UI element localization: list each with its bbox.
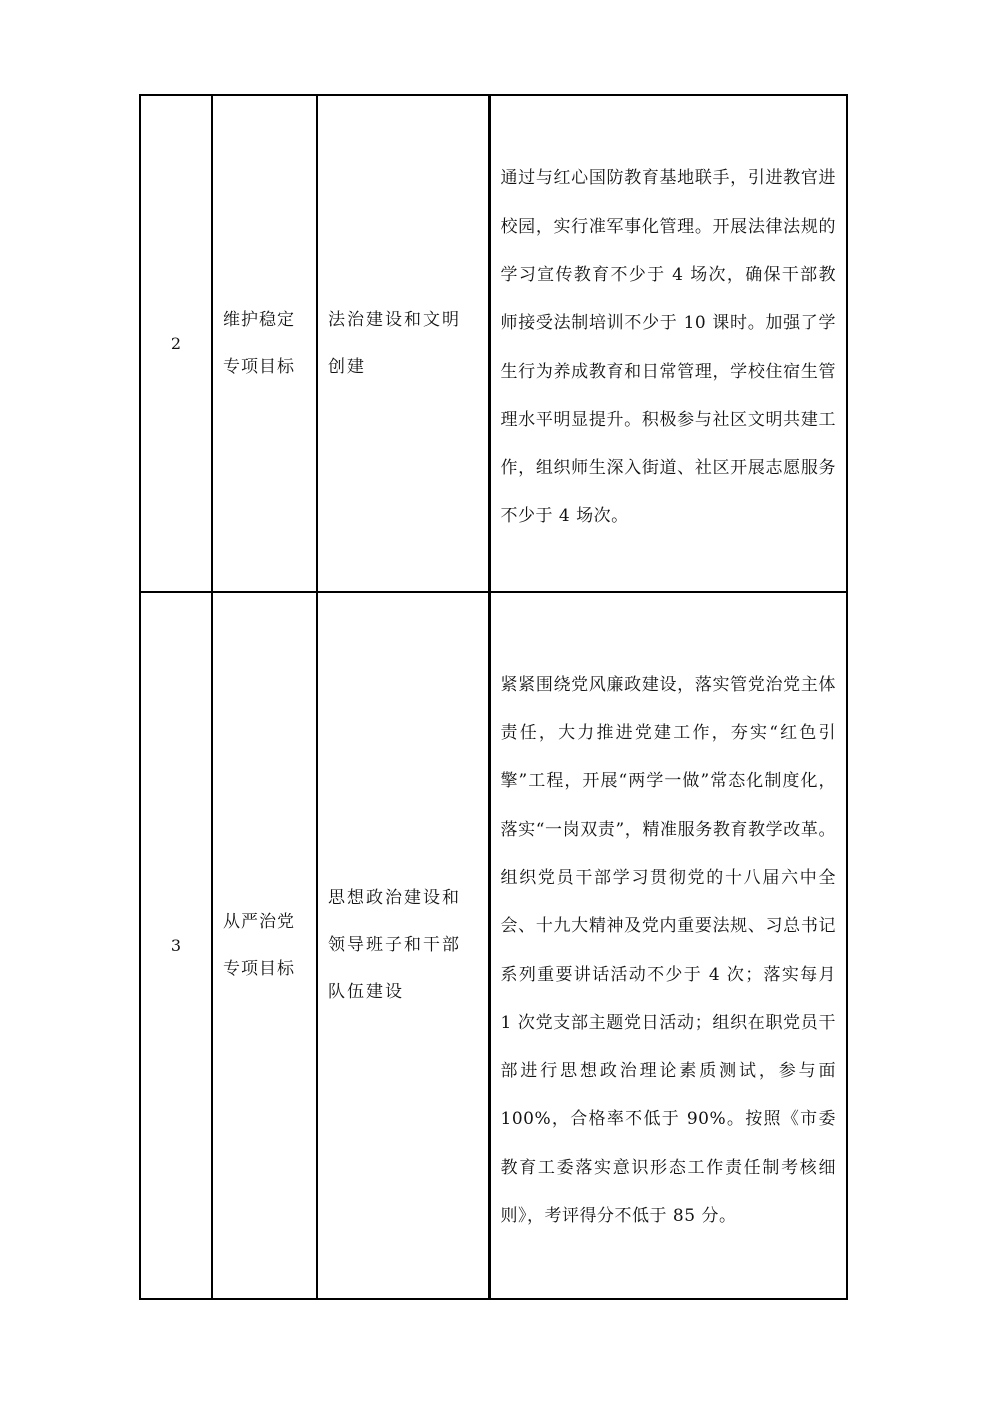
goal-item xyxy=(317,95,489,592)
goal-category xyxy=(212,95,317,592)
goal-category xyxy=(212,592,317,1299)
row-number: 2 xyxy=(140,95,212,592)
item-line: 创建 xyxy=(328,356,366,377)
goal-content xyxy=(489,95,847,592)
goal-line: 专项目标 xyxy=(223,958,295,979)
content-text: 紧紧围绕党风廉政建设，落实管党治党主体责任，大力推进党建工作，夯实“红色引擎”工程，开展“两学一做”常态化制度化，落实“一岗双责”，精准服务教育教学改革。组织党员干部学习贯彻党的十八届六中全会、十九大精神及党内重要法规、习总书记系列重要讲话活动不少于 4 次；落实每月 1 次党支部主题党日活动；组织在职党员干部进行思想政治理论素质测试，参与面 100%，合格率不低于 90%。按照《市委教育工委落实意识形态工作责任制考核细则》，考评得分不低于 85 分。 xyxy=(500,674,836,1226)
item-line: 领导班子和干部 xyxy=(328,935,461,955)
goal-line: 专项目标 xyxy=(223,356,295,377)
item-line: 法治建设和文明 xyxy=(328,309,461,330)
goal-item xyxy=(317,592,489,1299)
goal-line: 维护稳定 xyxy=(223,309,295,330)
table-row xyxy=(140,592,847,1299)
content-text: 通过与红心国防教育基地联手，引进教官进校园，实行准军事化管理。开展法律法规的学习宣传教育不少于 4 场次，确保干部教师接受法制培训不少于 10 课时。加强了学生行为养成教育和日常管理，学校住宿生管理水平明显提升。积极参与社区文明共建工作，组织师生深入街道、社区开展志愿服务不少于 4 场次。 xyxy=(500,168,836,527)
item-line: 思想政治建设和 xyxy=(328,888,461,908)
goal-line: 从严治党 xyxy=(223,911,295,932)
goal-content xyxy=(489,592,847,1299)
work-goals-table xyxy=(139,94,848,1300)
table-row xyxy=(140,95,847,592)
item-line: 队伍建设 xyxy=(328,982,404,1002)
row-number: 3 xyxy=(140,592,212,1299)
